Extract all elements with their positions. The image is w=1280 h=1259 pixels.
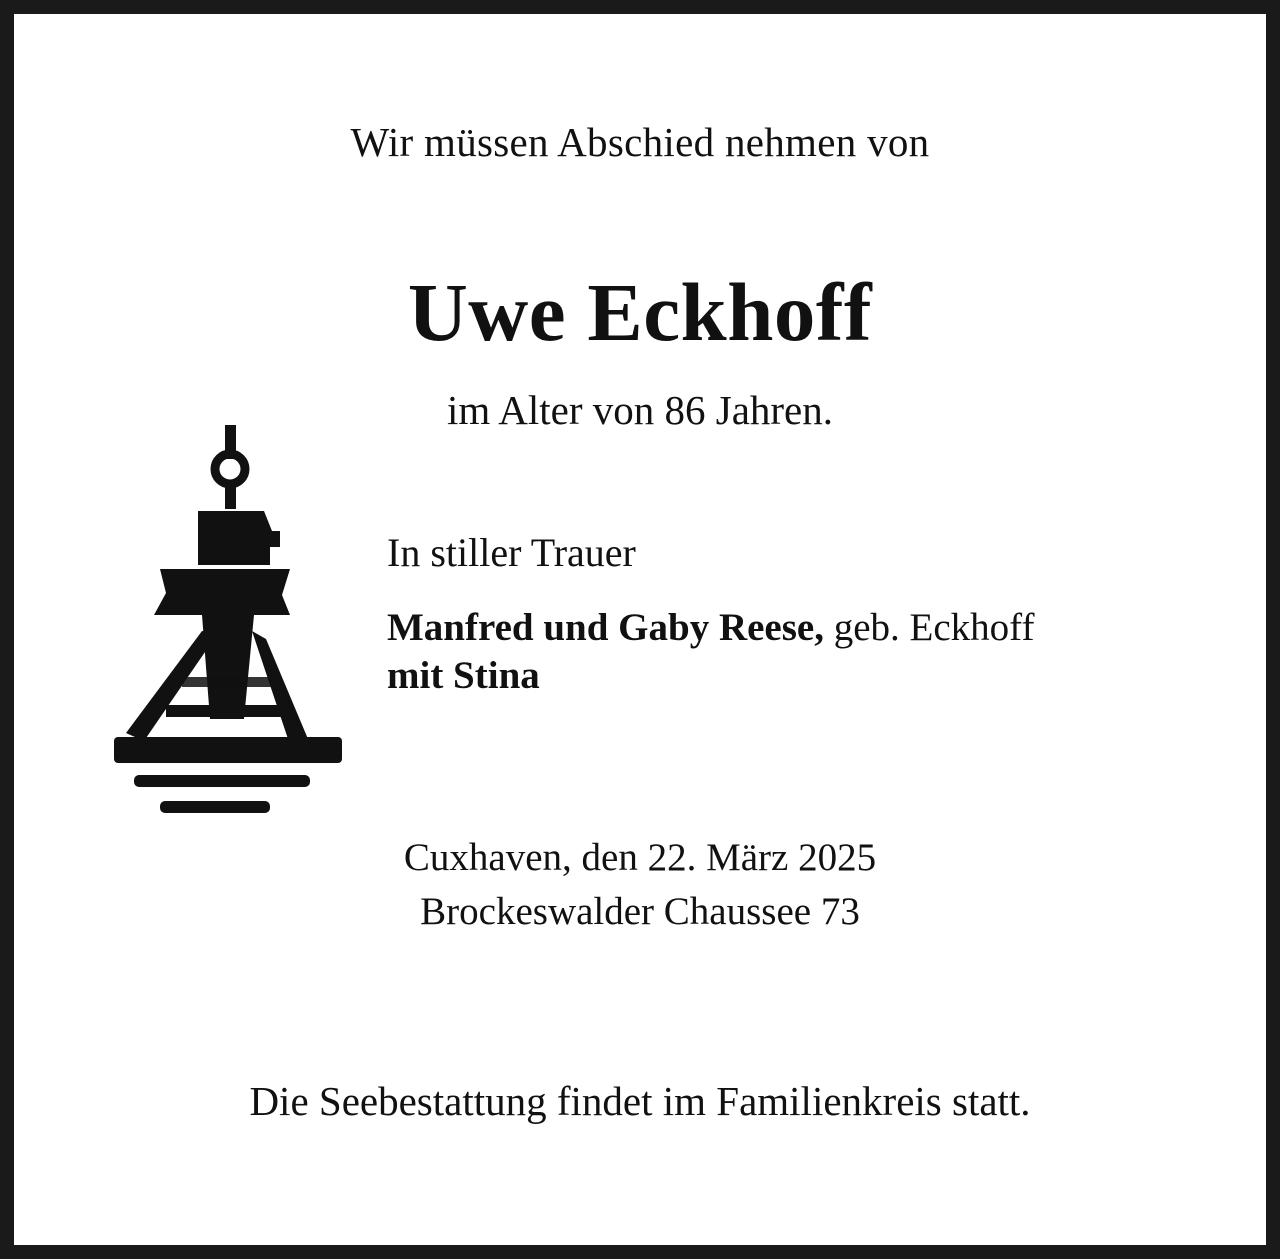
address: Brockeswalder Chaussee 73 <box>420 889 860 933</box>
mourning-lead: In stiller Trauer <box>387 530 636 575</box>
seamark-buoy-icon <box>94 419 374 819</box>
place-date-block <box>14 831 1266 939</box>
age-text: im Alter von 86 Jahren. <box>446 387 834 433</box>
mourners-names-bold: Manfred und Gaby Reese, <box>387 606 824 650</box>
intro-text: Wir müssen Abschied nehmen von <box>350 119 930 165</box>
deceased-name: Uwe Eckhoff <box>407 266 873 358</box>
mourners-list <box>387 604 1227 699</box>
place-date: Cuxhaven, den 22. März 2025 <box>403 836 877 879</box>
mourning-block <box>387 529 1227 699</box>
mourners-line-2-text: mit Stina <box>387 653 540 697</box>
mourners-line-2 <box>387 652 1227 700</box>
mourners-names-rest: geb. Eckhoff <box>823 606 1035 650</box>
funeral-note: Die Seebestattung findet im Familienkreis statt. <box>249 1078 1031 1124</box>
mourners-line-1 <box>387 604 1227 652</box>
notice-card <box>14 14 1266 1245</box>
